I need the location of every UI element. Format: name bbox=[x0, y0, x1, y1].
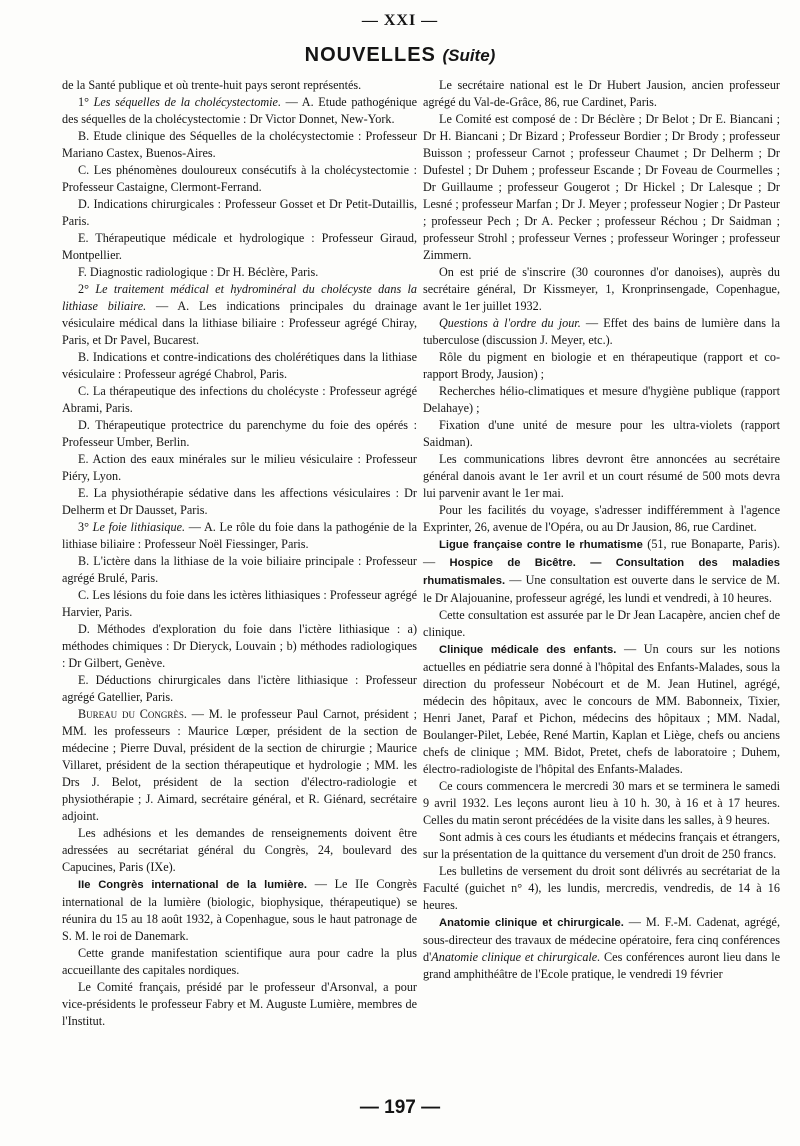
paragraph-text: (51, rue Bonaparte, Paris). — bbox=[423, 537, 780, 569]
run-in-heading: Hospice de Bicêtre. — Consultation des maladies rhumatismales. bbox=[423, 557, 781, 587]
item-title: Les séquelles de la cholécystectomie. bbox=[93, 95, 282, 109]
paragraph: Le secrétaire national est le Dr Hubert Jausion, ancien professeur agrégé du Val-de-Grâce, 86, rue Cardinet, Paris. bbox=[423, 78, 780, 109]
section-title bbox=[0, 44, 800, 67]
paragraph bbox=[423, 914, 780, 983]
run-in-heading: Anatomie clinique et chirurgicale. bbox=[439, 917, 624, 929]
paragraph: Cette grande manifestation scientifique aura pour cadre la plus accueillante des capitales nordiques. bbox=[62, 946, 417, 977]
paragraph: B. L'ictère dans la lithiase de la voie biliaire principale : Professeur agrégé Brulé, Paris. bbox=[62, 554, 417, 585]
paragraph-text: — M. le professeur Paul Carnot, président ; MM. les professeurs : Maurice Lœper, président de la section de médecine ; Pierre Duval, président de la section de chirurgie ; Maurice Villaret, président de la section thérapeutique et hydrologie ; MM. les Drs J. Belot, président de la section d'électro-radiologie et physiothérapie ; J. Aimard, secrétaire général, et R. Giénard, secrétaire adjoint. bbox=[62, 707, 417, 823]
run-in-heading: Questions à l'ordre du jour. bbox=[439, 316, 581, 330]
paragraph: F. Diagnostic radiologique : Dr H. Béclère, Paris. bbox=[78, 265, 319, 279]
item-number: 1° bbox=[78, 95, 94, 109]
item-title: Le traitement médical et hydrominéral du cholécyste dans la lithiase biliaire. bbox=[62, 282, 417, 313]
item-title: Le foie lithiasique. bbox=[92, 520, 186, 534]
paragraph-text: — A. Les indications principales du drainage vésiculaire médical dans la lithiase biliaire : Professeur agrégé Chiray, Paris, et Dr Pavel, Bucarest. bbox=[62, 299, 417, 347]
paragraph: E. La physiothérapie sédative dans les affections vésiculaires : Dr Delherm et Dr Dausset, Paris. bbox=[62, 486, 417, 517]
paragraph: Les adhésions et les demandes de renseignements doivent être adressées au secrétariat général du Congrès, 24, boulevard des Capucines, Paris (IXe). bbox=[62, 826, 417, 874]
italic-phrase: Anatomie clinique et chirurgicale. bbox=[431, 950, 601, 964]
paragraph: C. Les phénomènes douloureux consécutifs à la cholécystectomie : Professeur Castaigne, Clermont-Ferrand. bbox=[62, 163, 417, 194]
run-in-heading: Ligue française contre le rhumatisme bbox=[439, 539, 643, 551]
paragraph: de la Santé publique et où trente-huit pays seront représentés. bbox=[62, 78, 362, 92]
paragraph: D. Méthodes d'exploration du foie dans l'ictère lithiasique : a) méthodes chimiques : Dr Dieryck, Louvain ; b) méthodes radiologiques : Dr Gilbert, Genève. bbox=[62, 622, 417, 670]
paragraph: Les communications libres devront être annoncées au secrétaire général danois avant le 1er avril et un court résumé de 500 mots devra lui parvenir avant le 1er mai. bbox=[423, 452, 780, 500]
paragraph: D. Thérapeutique protectrice du parenchyme du foie des opérés : Professeur Umber, Berlin. bbox=[62, 418, 417, 449]
section-title-text: NOUVELLES bbox=[304, 44, 436, 66]
right-column bbox=[423, 77, 780, 983]
paragraph bbox=[62, 519, 417, 553]
paragraph: C. La thérapeutique des infections du cholécyste : Professeur agrégé Abrami, Paris. bbox=[62, 384, 417, 415]
paragraph: E. Action des eaux minérales sur le milieu vésiculaire : Professeur Piéry, Lyon. bbox=[62, 452, 417, 483]
page-number: — 197 — bbox=[359, 1097, 441, 1118]
item-number: 3° bbox=[78, 520, 93, 534]
paragraph bbox=[62, 94, 417, 128]
paragraph-text: Ces conférences auront lieu dans le grand amphithéâtre de l'Ecole pratique, le vendredi 19 février bbox=[423, 950, 780, 981]
page-header-roman: — XXI — bbox=[361, 12, 439, 29]
paragraph: Fixation d'une unité de mesure pour les ultra-violets (rapport Saidman). bbox=[423, 418, 780, 449]
run-in-heading: Clinique médicale des enfants. bbox=[439, 644, 617, 656]
run-in-heading: Bureau du Congrès. bbox=[78, 707, 187, 721]
paragraph bbox=[62, 876, 417, 945]
paragraph-text: — Un cours sur les notions actuelles en pédiatrie sera donné à l'hôpital des Enfants-Malades, sous la direction du professeur Nobécourt et de M. Jean Hutinel, agrégé, médecin des hôpitaux, avec le concours de MM. Babonneix, Tixier, Henri Janet, Paraf et Pichon, médecins des hôpitaux ; MM. Nadal, Boulanger-Pilet, Lebée, René Martin, Kaplan et Liège, chefs ou anciens chefs de clinique ; MM. Bidot, Pretet, chefs de laboratoire ; Duhem, électro-radiologiste de l'hôpital des Enfants-Malades. bbox=[423, 642, 780, 776]
paragraph: Cette consultation est assurée par le Dr Jean Lacapère, ancien chef de clinique. bbox=[423, 608, 780, 639]
paragraph-text: — Le IIe Congrès international de la lumière (biologic, biophysique, thérapeutique) se réunira du 15 au 18 août 1932, à Copenhague, sous le haut patronage de S. M. le roi de Danemark. bbox=[62, 877, 417, 943]
paragraph bbox=[423, 641, 780, 778]
paragraph: B. Indications et contre-indications des cholérétiques dans la lithiase vésiculaire : Professeur agrégé Chabrol, Paris. bbox=[62, 350, 417, 381]
paragraph bbox=[423, 536, 780, 607]
paragraph-text: — Effet des bains de lumière dans la tuberculose (discussion J. Meyer, etc.). bbox=[423, 316, 780, 347]
paragraph: Rôle du pigment en biologie et en thérapeutique (rapport et co-rapport Brody, Jausion) ; bbox=[423, 350, 780, 381]
paragraph: Le Comité est composé de : Dr Béclère ; Dr Belot ; Dr E. Biancani ; Dr H. Biancani ; Dr Bizard ; Professeur Bordier ; Dr Brody ; professeur Buisson ; professeur Carnot ; professeur Chaumet ; Dr Delherm ; Dr Dufestel ; Dr Duhem ; professeur Escande ; Dr Foveau de Courmelles ; Dr Guillaume ; professeur Gougerot ; Dr Hickel ; Dr Lalesque ; Dr Lesné ; professeur Marfan ; Dr J. Meyer ; professeur Nogier ; Dr Pasteur ; professeur Pech ; Dr A. Pecker ; professeur Réchou ; Dr Saidman ; professeur Strohl ; professeur Vernes ; professeur Woringer ; professeur Zimmern. bbox=[423, 112, 780, 262]
paragraph: E. Thérapeutique médicale et hydrologique : Professeur Giraud, Montpellier. bbox=[62, 231, 417, 262]
paragraph bbox=[62, 281, 417, 349]
paragraph: Sont admis à ces cours les étudiants et médecins français et étrangers, sur la présentation de la quittance du versement d'un droit de 250 francs. bbox=[423, 830, 780, 861]
paragraph: D. Indications chirurgicales : Professeur Gosset et Dr Petit-Dutaillis, Paris. bbox=[62, 197, 417, 228]
section-title-suffix: (Suite) bbox=[442, 46, 496, 65]
paragraph-text: — M. F.-M. Cadenat, agrégé, sous-directeur des travaux de médecine opératoire, fera cinq conférences d' bbox=[423, 915, 780, 964]
paragraph: Recherches hélio-climatiques et mesure d'hygiène publique (rapport Delahaye) ; bbox=[423, 384, 780, 415]
run-in-heading: IIe Congrès international de la lumière. bbox=[78, 879, 308, 891]
paragraph-text: — A. Le rôle du foie dans la pathogénie de la lithiase biliaire : Professeur Noël Fiessinger, Paris. bbox=[62, 520, 418, 551]
paragraph: On est prié de s'inscrire (30 couronnes d'or danoises), auprès du secrétaire général, Dr Kissmeyer, 1, Kronprinsengade, Copenhague, avant le 1er juillet 1932. bbox=[423, 265, 780, 313]
paragraph: Pour les facilités du voyage, s'adresser indifféremment à l'agence Exprinter, 26, avenue de l'Opéra, ou au Dr Jausion, 86, rue Cardinet. bbox=[423, 503, 780, 534]
paragraph bbox=[62, 706, 417, 825]
paragraph: E. Déductions chirurgicales dans l'ictère lithiasique : Professeur agrégé Gatellier, Paris. bbox=[62, 673, 417, 704]
paragraph: Le Comité français, présidé par le professeur d'Arsonval, a pour vice-présidents le professeur Fabry et M. Auguste Lumière, membres de l'Institut. bbox=[62, 980, 417, 1028]
paragraph: C. Les lésions du foie dans les ictères lithiasiques : Professeur agrégé Harvier, Paris. bbox=[62, 588, 417, 619]
paragraph: B. Etude clinique des Séquelles de la cholécystectomie : Professeur Mariano Castex, Buenos-Aires. bbox=[62, 129, 417, 160]
paragraph bbox=[423, 315, 780, 349]
paragraph-text: — A. Etude pathogénique des séquelles de la cholécystectomie : Dr Victor Donnet, New-York. bbox=[62, 95, 417, 126]
left-column bbox=[62, 77, 417, 1030]
paragraph: Les bulletins de versement du droit sont délivrés au secrétariat de la Faculté (guichet n° 4), les lundis, mercredis, vendredis, de 14 à 16 heures. bbox=[423, 864, 780, 912]
item-number: 2° bbox=[78, 282, 96, 296]
paragraph: Ce cours commencera le mercredi 30 mars et se terminera le samedi 9 avril 1932. Les leçons auront lieu à 10 h. 30, à 16 et à 17 heures. Celles du matin seront précédées de la visite dans les salles, à 9 heures. bbox=[423, 779, 780, 827]
paragraph-text: — Une consultation est ouverte dans le service de M. le Dr Alajouanine, professeur agrégé, les lundi et vendredi, à 10 heures. bbox=[423, 573, 780, 605]
